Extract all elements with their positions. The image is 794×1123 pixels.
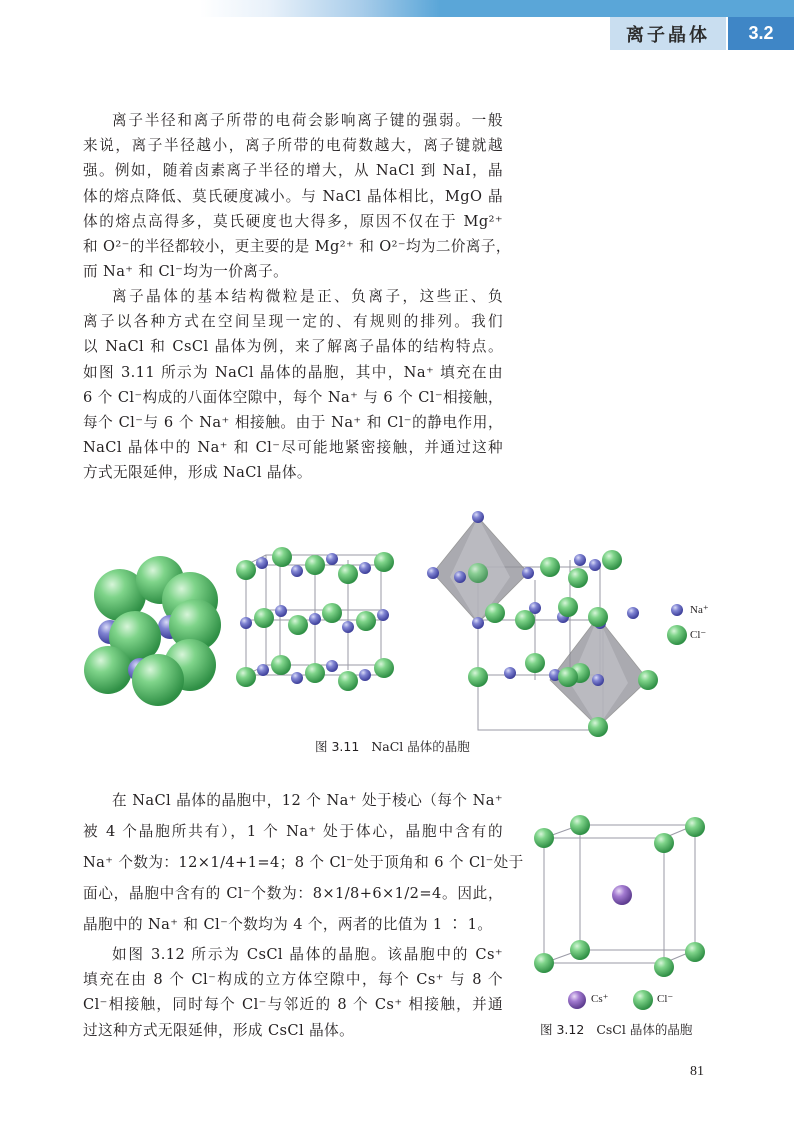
paragraph-ionic-radius — [83, 108, 511, 284]
section-title: 离子晶体 — [610, 17, 726, 50]
text-line: Cl⁻相接触，同时每个 Cl⁻与邻近的 8 个 Cs⁺ 相接触，并通 — [83, 996, 503, 1014]
header-gradient-bar — [0, 0, 794, 17]
text-line: NaCl 晶体中的 Na⁺ 和 Cl⁻尽可能地紧密接触，并通过这种 — [83, 439, 503, 457]
text-line: 6 个 Cl⁻构成的八面体空隙中，每个 Na⁺ 与 6 个 Cl⁻相接触， — [83, 388, 503, 406]
figure-3-12-caption — [540, 1020, 692, 1038]
paragraph-nacl-count — [83, 785, 524, 940]
nacl-octahedra-model — [427, 511, 658, 737]
figure-3-11-legend — [667, 604, 687, 645]
text-line: 离子以各种方式在空间呈现一定的、有规则的排列。我们 — [83, 313, 503, 331]
legend-label-cl: Cl⁻ — [690, 629, 707, 641]
legend-label-cl: Cl⁻ — [657, 993, 674, 1005]
text-line: 离子晶体的基本结构微粒是正、负离子，这些正、负 — [112, 288, 503, 305]
text-line: 晶胞中的 Na⁺ 和 Cl⁻个数均为 4 个，两者的比值为 1 ∶ 1。 — [83, 916, 493, 933]
cl-ion-legend-icon — [633, 990, 653, 1010]
paragraph-cscl — [83, 942, 503, 1043]
section-number: 3.2 — [728, 17, 794, 50]
cs-ion-center — [612, 885, 632, 905]
text-line: 离子半径和离子所带的电荷会影响离子键的强弱。一般 — [112, 112, 503, 129]
text-line: 和 O²⁻的半径都较小，更主要的是 Mg²⁺ 和 O²⁻均为二价离子， — [83, 238, 511, 256]
text-line: 方式无限延伸，形成 NaCl 晶体。 — [83, 464, 312, 482]
cscl-unit-cell-illustration — [520, 805, 720, 1015]
figure-caption-text: NaCl 晶体的晶胞 — [371, 739, 470, 754]
nacl-unit-cell-illustration — [80, 505, 720, 745]
nacl-space-filling-model — [84, 556, 221, 706]
na-ion-legend-icon — [671, 604, 683, 616]
text-line: 体的熔点降低、莫氏硬度减小。与 NaCl 晶体相比，MgO 晶 — [83, 187, 503, 205]
paragraph-structure — [83, 284, 503, 486]
figure-caption-text: CsCl 晶体的晶胞 — [596, 1022, 693, 1037]
text-line: 来说，离子半径越小，离子所带的电荷数越大，离子键就越 — [83, 137, 503, 155]
figure-3-12 — [520, 805, 720, 1015]
figure-3-11 — [80, 505, 720, 745]
text-line: 而 Na⁺ 和 Cl⁻均为一价离子。 — [83, 263, 289, 281]
text-line: 每个 Cl⁻与 6 个 Na⁺ 相接触。由于 Na⁺ 和 Cl⁻的静电作用， — [83, 414, 503, 432]
text-line: 体的熔点高得多，莫氏硬度也大得多，原因不仅在于 Mg²⁺ — [83, 212, 503, 230]
text-line: 如图 3.11 所示为 NaCl 晶体的晶胞，其中，Na⁺ 填充在由 — [83, 363, 503, 381]
legend-label-cs: Cs⁺ — [591, 993, 609, 1005]
text-line: 以 NaCl 和 CsCl 晶体为例，来了解离子晶体的结构特点。 — [83, 338, 503, 356]
cl-ion-legend-icon — [667, 625, 687, 645]
legend-label-na: Na⁺ — [690, 604, 709, 616]
text-line: 被 4 个晶胞所共有），1 个 Na⁺ 处于体心，晶胞中含有的 — [83, 823, 503, 840]
page-number: 81 — [690, 1064, 704, 1079]
text-line: 强。例如，随着卤素离子半径的增大，从 NaCl 到 NaI，晶 — [83, 162, 503, 180]
text-line: 如图 3.12 所示为 CsCl 晶体的晶胞。该晶胞中的 Cs⁺ — [112, 946, 503, 963]
text-line: Na⁺ 个数为：12×1/4+1=4；8 个 Cl⁻处于顶角和 6 个 Cl⁻处于 — [83, 854, 524, 871]
text-line: 填充在由 8 个 Cl⁻构成的立方体空隙中，每个 Cs⁺ 与 8 个 — [83, 971, 503, 989]
figure-3-11-caption — [315, 737, 470, 755]
text-line: 在 NaCl 晶体的晶胞中，12 个 Na⁺ 处于棱心（每个 Na⁺ — [112, 792, 503, 809]
figure-label: 图 3.11 — [315, 739, 360, 754]
cs-ion-legend-icon — [568, 991, 586, 1009]
text-line: 过这种方式无限延伸，形成 CsCl 晶体。 — [83, 1021, 355, 1039]
figure-label: 图 3.12 — [540, 1022, 585, 1037]
text-line: 面心，晶胞中含有的 Cl⁻个数为：8×1/8+6×1/2=4。因此， — [83, 885, 503, 902]
nacl-ball-stick-atoms — [236, 547, 394, 691]
